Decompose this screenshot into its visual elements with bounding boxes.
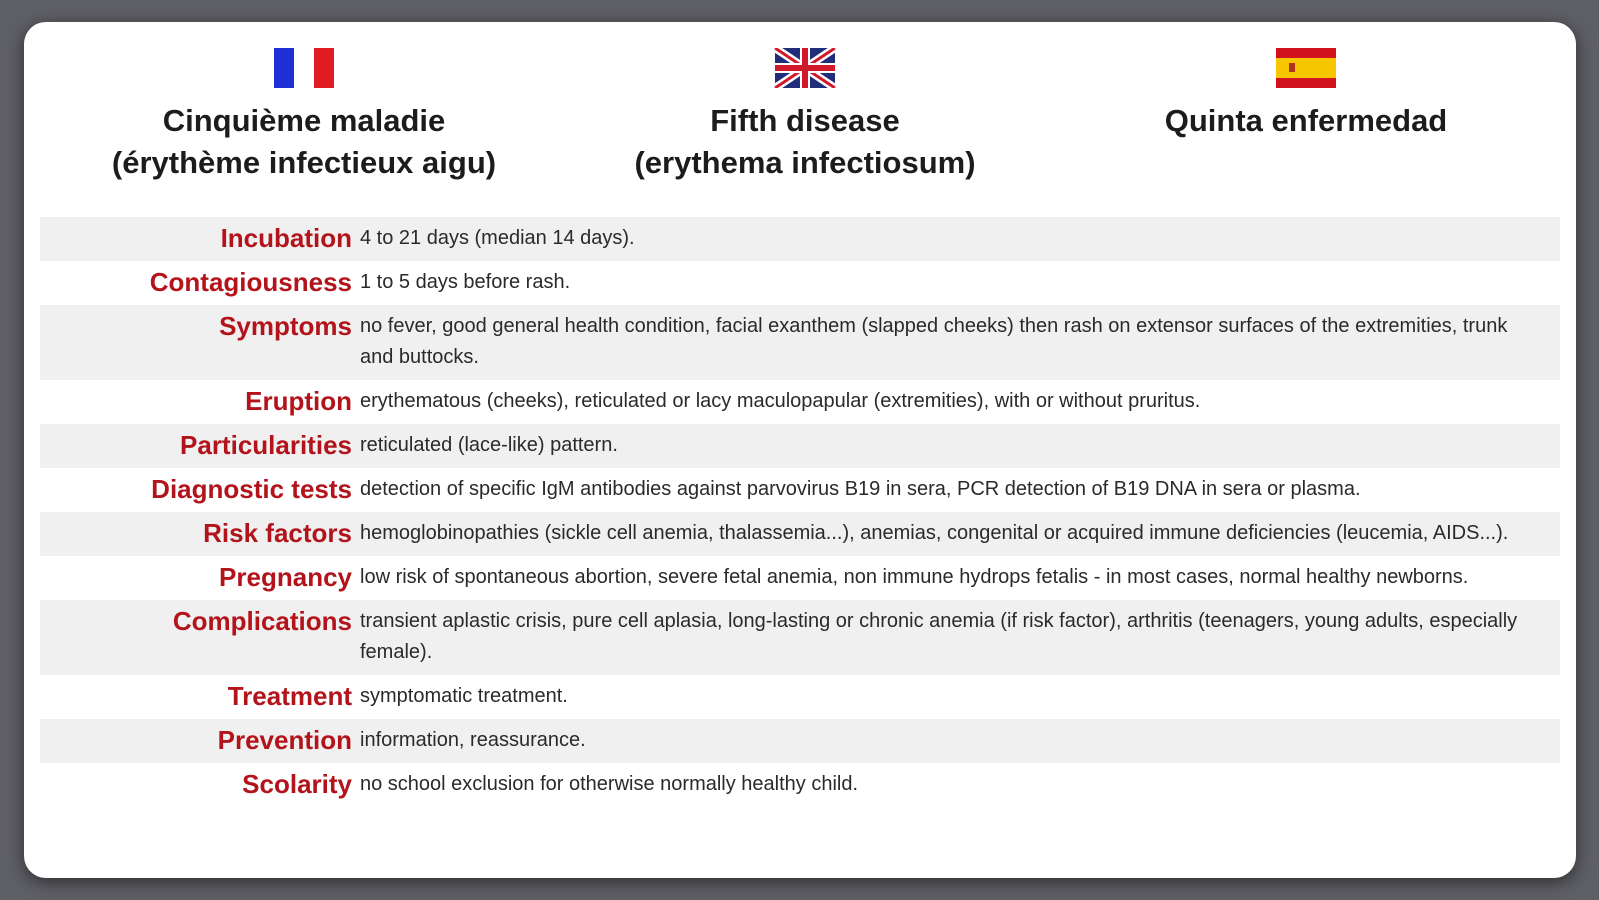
row-value: information, reassurance.	[360, 729, 586, 751]
disease-info-table	[40, 217, 1560, 807]
spanish-column	[1046, 48, 1566, 142]
info-row-treatment	[40, 675, 1560, 719]
language-header	[24, 48, 1576, 213]
france-flag-icon	[273, 48, 335, 88]
french-title: Cinquième maladie (érythème infectieux aigu)	[111, 103, 497, 180]
row-label: Treatment	[227, 681, 352, 711]
info-row-particularities	[40, 424, 1560, 468]
french-column	[44, 48, 564, 184]
row-value: detection of specific IgM antibodies against parvovirus B19 in sera, PCR detection of B19 DNA in sera or plasma.	[360, 478, 1361, 500]
info-row-contagiousness	[40, 261, 1560, 305]
row-value: low risk of spontaneous abortion, severe fetal anemia, non immune hydrops fetalis - in most cases, normal healthy newborns.	[360, 566, 1469, 588]
english-title: Fifth disease (erythema infectiosum)	[634, 103, 976, 180]
info-row-scolarity	[40, 763, 1560, 807]
row-label: Eruption	[245, 386, 352, 416]
row-label: Particularities	[180, 430, 352, 460]
row-value: hemoglobinopathies (sickle cell anemia, thalassemia...), anemias, congenital or acquired immune deficiencies (leucemia, AIDS...).	[360, 522, 1509, 544]
row-label: Pregnancy	[219, 562, 352, 592]
row-label: Symptoms	[219, 311, 352, 341]
uk-flag-icon	[774, 48, 836, 88]
row-label: Prevention	[217, 725, 352, 755]
info-row-diagnostic-tests	[40, 468, 1560, 512]
row-label: Complications	[172, 606, 352, 636]
english-column	[545, 48, 1065, 184]
row-value: erythematous (cheeks), reticulated or lacy maculopapular (extremities), with or without pruritus.	[360, 390, 1201, 412]
row-label: Incubation	[220, 223, 352, 253]
row-value: 1 to 5 days before rash.	[360, 271, 571, 293]
row-label: Contagiousness	[149, 267, 352, 297]
row-label: Diagnostic tests	[151, 474, 352, 504]
spanish-title: Quinta enfermedad	[1164, 103, 1448, 138]
info-row-symptoms	[40, 305, 1560, 380]
row-label: Scolarity	[242, 769, 352, 799]
info-row-incubation	[40, 217, 1560, 261]
row-value: transient aplastic crisis, pure cell aplasia, long-lasting or chronic anemia (if risk factor), arthritis (teenagers, young adults, especially female).	[360, 610, 1518, 663]
row-value: 4 to 21 days (median 14 days).	[360, 227, 635, 249]
info-row-pregnancy	[40, 556, 1560, 600]
row-value: reticulated (lace-like) pattern.	[360, 434, 618, 456]
row-value: no fever, good general health condition, facial exanthem (slapped cheeks) then rash on extensor surfaces of the extremities, trunk and buttocks.	[360, 315, 1508, 368]
row-value: symptomatic treatment.	[360, 685, 568, 707]
spain-flag-icon	[1275, 48, 1337, 88]
info-card	[24, 22, 1576, 878]
info-row-eruption	[40, 380, 1560, 424]
info-row-complications	[40, 600, 1560, 675]
row-value: no school exclusion for otherwise normally healthy child.	[360, 773, 859, 795]
row-label: Risk factors	[203, 518, 352, 548]
info-row-prevention	[40, 719, 1560, 763]
info-row-risk-factors	[40, 512, 1560, 556]
